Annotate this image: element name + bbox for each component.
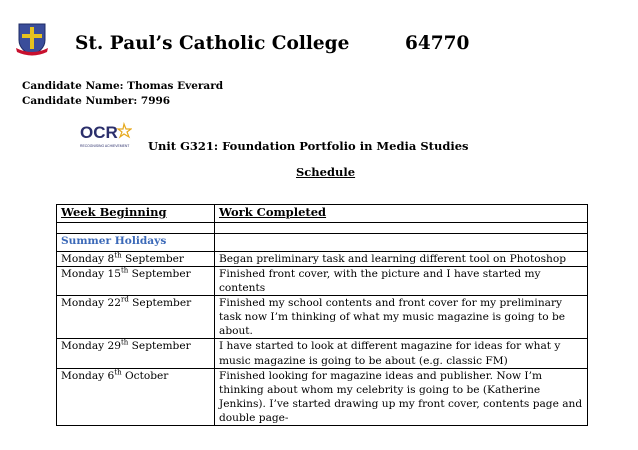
table-header-row <box>57 205 588 223</box>
table-section-row <box>57 234 588 252</box>
college-name: St. Paul’s Catholic College <box>75 33 350 54</box>
svg-text:OCR: OCR <box>80 123 118 142</box>
table-row <box>57 368 588 425</box>
header-work-completed: Work Completed <box>215 205 588 223</box>
work-cell: Finished my school contents and front cover for my preliminary task now I’m thinking of what my music magazine is going to be about. <box>215 296 588 339</box>
candidate-name: Candidate Name: Thomas Everard <box>22 80 224 92</box>
work-cell: Finished front cover, with the picture and I have started my contents <box>215 267 588 296</box>
week-cell: Monday 8th September <box>57 252 215 267</box>
college-crest-logo <box>16 22 48 56</box>
ocr-logo <box>80 122 132 150</box>
schedule-heading: Schedule <box>296 165 356 179</box>
work-cell: Began preliminary task and learning different tool on Photoshop <box>215 252 588 267</box>
candidate-number: Candidate Number: 7996 <box>22 95 171 107</box>
schedule-table <box>56 204 588 426</box>
work-cell: I have started to look at different magazine for ideas for what y music magazine is going to be about (e.g. classic FM) <box>215 339 588 368</box>
table-row <box>57 296 588 339</box>
week-cell: Monday 29th September <box>57 339 215 368</box>
table-row <box>57 267 588 296</box>
header-week-beginning: Week Beginning <box>57 205 215 223</box>
work-cell: Finished looking for magazine ideas and publisher. Now I’m thinking about whom my celebrity is going to be (Katherine Jenkins). I’ve started drawing up my front cover, contents page and double page- <box>215 368 588 425</box>
svg-text:RECOGNISING ACHIEVEMENT: RECOGNISING ACHIEVEMENT <box>80 144 130 148</box>
section-summer-holidays: Summer Holidays <box>57 234 215 252</box>
week-cell: Monday 15th September <box>57 267 215 296</box>
unit-title: Unit G321: Foundation Portfolio in Media Studies <box>148 139 469 153</box>
week-cell: Monday 6th October <box>57 368 215 425</box>
table-row <box>57 339 588 368</box>
table-row <box>57 252 588 267</box>
centre-number: 64770 <box>405 33 470 54</box>
table-spacer-row <box>57 223 588 234</box>
week-cell: Monday 22rd September <box>57 296 215 339</box>
